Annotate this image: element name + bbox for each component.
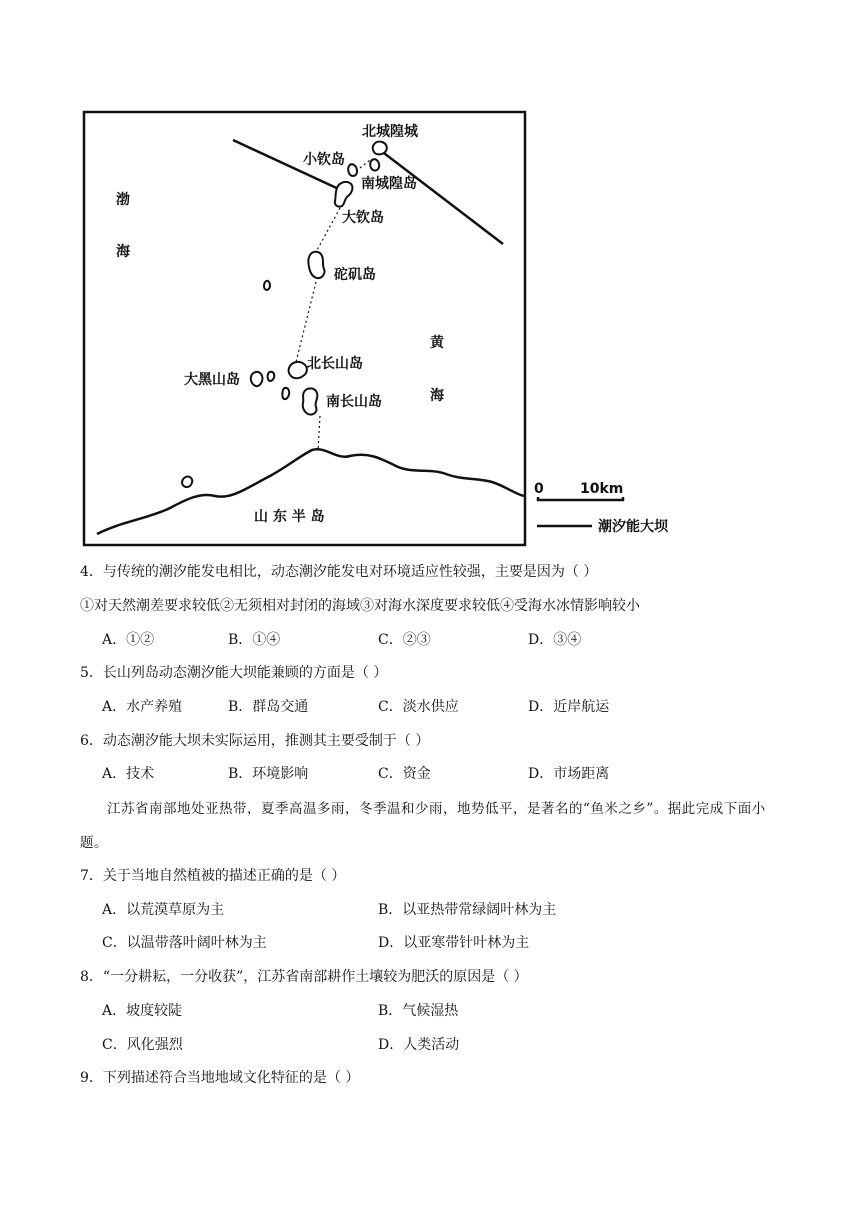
q7-option-c[interactable]: C．以温带落叶阔叶林为主 bbox=[102, 935, 267, 951]
island-bei-chenghuang bbox=[373, 142, 387, 155]
q6-option-a[interactable]: A．技术 bbox=[102, 766, 155, 782]
label-bei-chenghuang: 北城隍城 bbox=[362, 124, 418, 140]
label-bohai-2: 海 bbox=[116, 244, 130, 260]
q5-option-a[interactable]: A．水产养殖 bbox=[102, 699, 183, 715]
label-huanghai-2: 海 bbox=[430, 388, 444, 404]
map-figure bbox=[0, 0, 860, 560]
island-daheishan bbox=[251, 372, 263, 386]
island-xiaoqin bbox=[348, 164, 357, 176]
island-nan-chenghuang bbox=[370, 159, 379, 170]
island-beichangshan bbox=[289, 362, 307, 378]
question-8-stem: 8．“一分耕耘，一分收获”，江苏省南部耕作土壤较为肥沃的原因是（ ） bbox=[80, 969, 528, 985]
question-4-statements: ①对天然潮差要求较低②无须相对封闭的海域③对海水深度要求较低④受海水冰情影响较小 bbox=[80, 598, 640, 614]
scale-distance-label: 10km bbox=[580, 481, 624, 497]
q7-option-d[interactable]: D．以亚寒带针叶林为主 bbox=[378, 935, 530, 951]
q6-option-b[interactable]: B．环境影响 bbox=[228, 766, 309, 782]
q4-option-c[interactable]: C．②③ bbox=[378, 632, 431, 648]
q5-option-b[interactable]: B．群岛交通 bbox=[228, 699, 309, 715]
q5-option-d[interactable]: D．近岸航运 bbox=[528, 699, 610, 715]
island-tiny bbox=[282, 388, 289, 399]
q4-option-a[interactable]: A．①② bbox=[102, 632, 155, 648]
question-7-stem: 7．关于当地自然植被的描述正确的是（ ） bbox=[80, 868, 346, 884]
question-6-stem: 6．动态潮汐能大坝未实际运用，推测其主要受制于（ ） bbox=[80, 733, 430, 749]
q7-option-b[interactable]: B．以亚热带常绿阔叶林为主 bbox=[378, 902, 557, 918]
label-nan-chenghuang: 南城隍岛 bbox=[361, 176, 417, 192]
q7-option-a[interactable]: A．以荒漠草原为主 bbox=[102, 902, 225, 918]
legend bbox=[534, 481, 669, 535]
dam-line-east bbox=[380, 150, 503, 244]
island-daqin bbox=[335, 182, 353, 207]
label-daqin: 大钦岛 bbox=[342, 210, 384, 226]
map-frame bbox=[84, 112, 525, 545]
q6-option-d[interactable]: D．市场距离 bbox=[528, 766, 610, 782]
question-4-stem: 4．与传统的潮汐能发电相比，动态潮汐能发电对环境适应性较强，主要是因为（ ） bbox=[80, 564, 598, 580]
island-nanchangshan bbox=[303, 388, 318, 414]
q6-option-c[interactable]: C．资金 bbox=[378, 766, 431, 782]
label-tuoji: 砣矶岛 bbox=[334, 267, 376, 283]
label-beichangshan: 北长山岛 bbox=[307, 356, 363, 372]
passage: 江苏省南部地处亚热带，夏季高温多雨，冬季温和少雨，地势低平，是著名的“鱼米之乡”。据此完成下面小题。 bbox=[80, 801, 766, 851]
island-coast-small bbox=[182, 477, 192, 487]
q8-option-d[interactable]: D．人类活动 bbox=[378, 1037, 460, 1053]
scale-bar bbox=[538, 497, 623, 500]
label-shandong: 山 东 半 岛 bbox=[254, 509, 325, 525]
island-daheishan-small bbox=[268, 372, 275, 381]
island-tuoji bbox=[308, 252, 324, 278]
q8-option-c[interactable]: C．风化强烈 bbox=[102, 1037, 183, 1053]
label-nanchangshan: 南长山岛 bbox=[326, 394, 382, 410]
q5-option-c[interactable]: C．淡水供应 bbox=[378, 699, 459, 715]
label-bohai-1: 渤 bbox=[116, 192, 130, 208]
q4-option-b[interactable]: B．①④ bbox=[228, 632, 281, 648]
question-9-stem: 9．下列描述符合当地地域文化特征的是（ ） bbox=[80, 1070, 360, 1086]
question-5-stem: 5．长山列岛动态潮汐能大坝能兼顾的方面是（ ） bbox=[80, 665, 388, 681]
scale-zero-label: 0 bbox=[534, 481, 544, 497]
label-xiaoqin: 小钦岛 bbox=[303, 152, 345, 168]
island-small-west bbox=[264, 281, 270, 290]
q8-option-a[interactable]: A．坡度较陡 bbox=[102, 1003, 183, 1019]
q4-option-d[interactable]: D．③④ bbox=[528, 632, 582, 648]
q8-option-b[interactable]: B．气候湿热 bbox=[378, 1003, 459, 1019]
legend-dam-label: 潮汐能大坝 bbox=[598, 519, 668, 535]
label-daheishan: 大黑山岛 bbox=[184, 372, 240, 388]
label-huanghai-1: 黄 bbox=[430, 335, 444, 351]
